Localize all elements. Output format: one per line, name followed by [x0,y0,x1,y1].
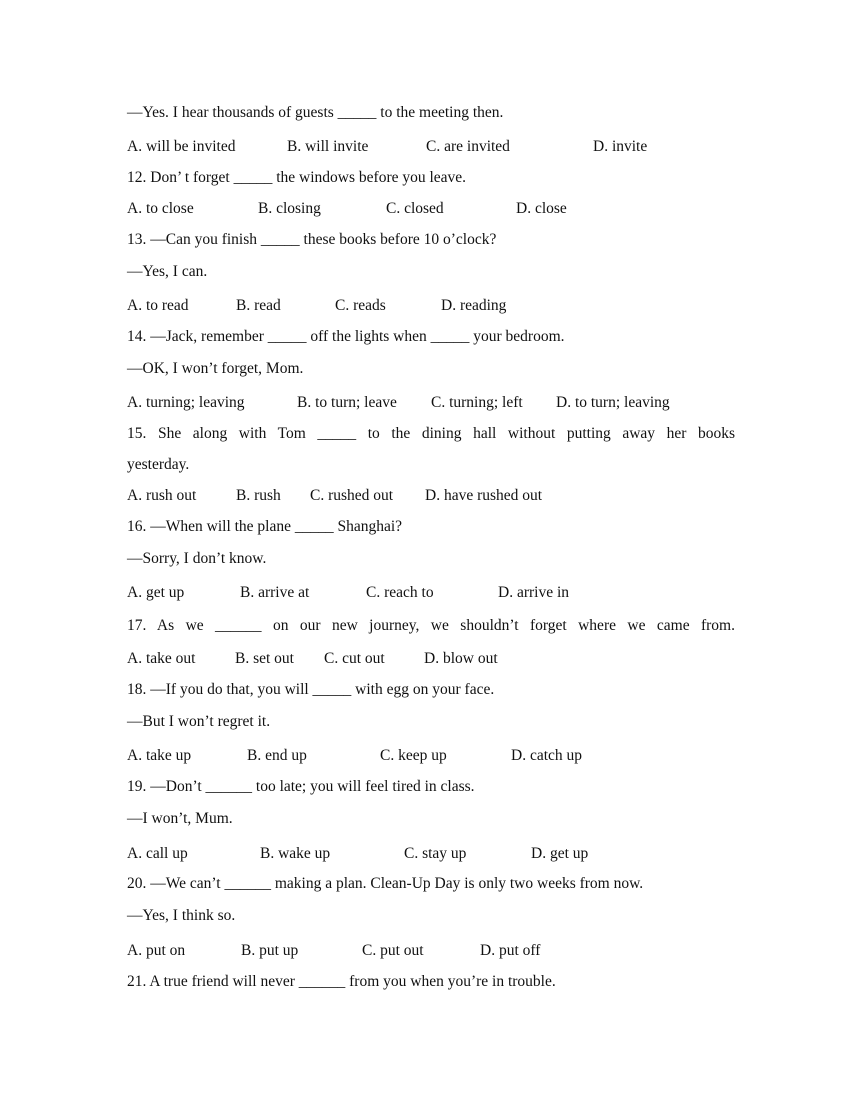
option-b: B. put up [241,942,299,959]
option-a: A. take out [127,650,196,667]
option-a: A. will be invited [127,138,236,155]
option-b: B. will invite [287,138,369,155]
q14-question: 14. —Jack, remember _____ off the lights when _____ your bedroom. [127,328,565,345]
q16-question: 16. —When will the plane _____ Shanghai? [127,518,403,535]
q17-question: 17. As we ______ on our new journey, we shouldn’t forget where we came from. [127,617,735,634]
q19-response: —I won’t, Mum. [127,810,233,827]
q14-response: —OK, I won’t forget, Mom. [127,360,304,377]
q18-question: 18. —If you do that, you will _____ with egg on your face. [127,681,495,698]
q15-question: 15. She along with Tom _____ to the dining hall without putting away her books [127,425,735,442]
q19-question: 19. —Don’t ______ too late; you will feel tired in class. [127,778,475,795]
option-d: D. to turn; leaving [556,394,670,411]
option-d: D. blow out [424,650,498,667]
option-b: B. to turn; leave [297,394,397,411]
option-c: C. put out [362,942,424,959]
q20-question: 20. —We can’t ______ making a plan. Clean-Up Day is only two weeks from now. [127,875,644,892]
option-b: B. set out [235,650,294,667]
q16-response: —Sorry, I don’t know. [127,550,267,567]
option-c: C. keep up [380,747,447,764]
option-a: A. rush out [127,487,197,504]
option-d: D. invite [593,138,648,155]
q15-question-continued: yesterday. [127,456,190,473]
q12-question: 12. Don’ t forget _____ the windows before you leave. [127,169,467,186]
option-c: C. are invited [426,138,510,155]
option-a: A. to close [127,200,194,217]
option-a: A. to read [127,297,189,314]
q13-response: —Yes, I can. [127,263,208,280]
q11-response: —Yes. I hear thousands of guests _____ to the meeting then. [127,104,504,121]
option-d: D. reading [441,297,507,314]
option-d: D. arrive in [498,584,570,601]
option-c: C. turning; left [431,394,523,411]
q18-response: —But I won’t regret it. [127,713,271,730]
option-b: B. closing [258,200,321,217]
option-b: B. arrive at [240,584,310,601]
q20-response: —Yes, I think so. [127,907,236,924]
option-b: B. wake up [260,845,331,862]
option-c: C. reads [335,297,386,314]
option-b: B. read [236,297,281,314]
option-a: A. get up [127,584,185,601]
option-c: C. rushed out [310,487,394,504]
option-a: A. call up [127,845,188,862]
q13-question: 13. —Can you finish _____ these books before 10 o’clock? [127,231,497,248]
q21-question: 21. A true friend will never ______ from you when you’re in trouble. [127,973,556,990]
option-a: A. put on [127,942,186,959]
option-d: D. catch up [511,747,583,764]
option-d: D. have rushed out [425,487,543,504]
option-a: A. turning; leaving [127,394,245,411]
option-c: C. reach to [366,584,434,601]
option-d: D. close [516,200,567,217]
option-d: D. get up [531,845,589,862]
option-b: B. rush [236,487,281,504]
option-d: D. put off [480,942,541,959]
option-c: C. cut out [324,650,385,667]
option-c: C. stay up [404,845,467,862]
option-c: C. closed [386,200,444,217]
option-b: B. end up [247,747,307,764]
option-a: A. take up [127,747,192,764]
